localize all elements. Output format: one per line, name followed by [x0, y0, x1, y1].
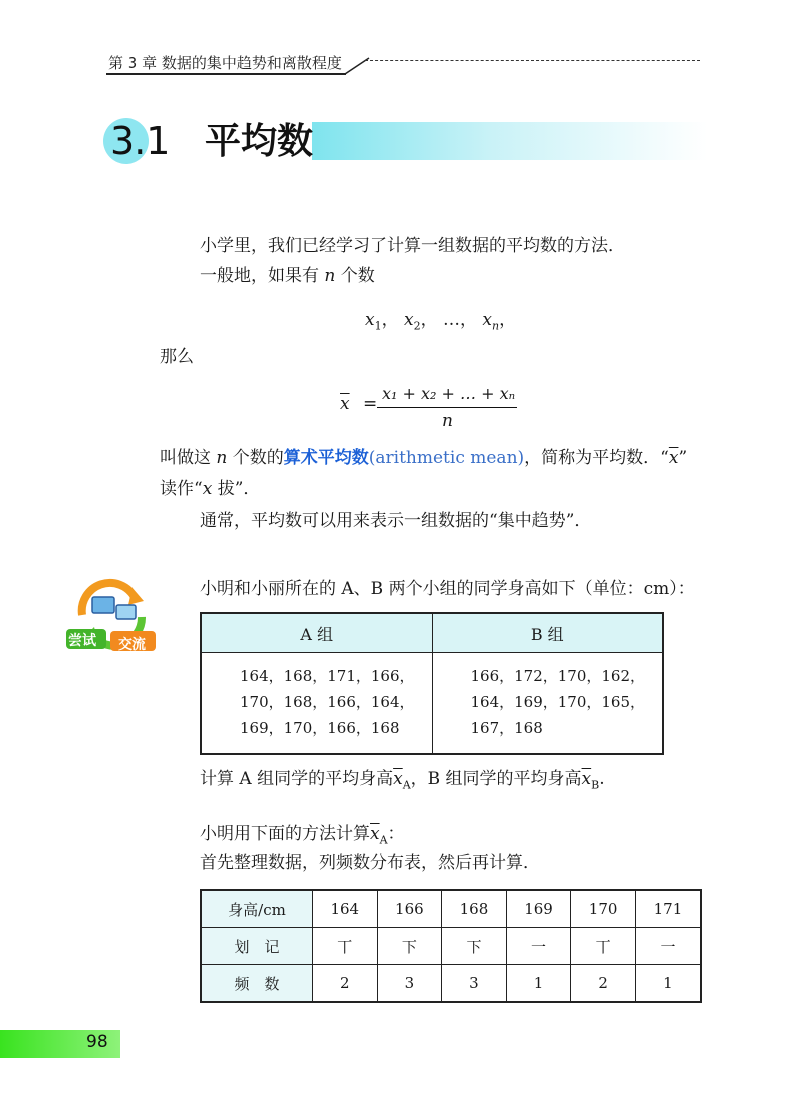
row-head-frequency: 频 数 [201, 965, 313, 1003]
height-cell: 166 [377, 890, 442, 928]
height-cell: 164 [313, 890, 378, 928]
method-intro: 小明用下面的方法计算$\overline{x}_A$： [200, 824, 405, 847]
table-row [201, 653, 663, 755]
number-sequence: $x_1$， $x_2$， …， $x_n$， [365, 310, 517, 333]
section-title-bar [312, 122, 707, 160]
height-cell: 171 [635, 890, 701, 928]
group-a-heights: 164，168，171，166， 170，168，166，164， 169，170，166，168 [201, 653, 432, 755]
table-header-a: A 组 [201, 613, 432, 653]
section-title: 平均数 [205, 121, 314, 162]
height-cell: 169 [506, 890, 571, 928]
tally-cell: 一 [635, 928, 701, 965]
row-head-height: 身高/cm [201, 890, 313, 928]
formula-denominator: n [442, 411, 453, 431]
table-header-b: B 组 [432, 613, 663, 653]
fraction-bar [377, 407, 517, 408]
section-number: 3.1 [110, 119, 171, 163]
tally-cell: 下 [442, 928, 507, 965]
badge-label-left: 尝试 [68, 633, 96, 649]
count-cell: 3 [377, 965, 442, 1003]
height-cell: 170 [571, 890, 636, 928]
tally-cell: 丅 [313, 928, 378, 965]
paragraph-if-n: 一般地，如果有 n 个数 [200, 266, 375, 286]
formula-lhs: $\overline{x}$ = [340, 394, 378, 414]
page-number: 98 [86, 1032, 108, 1052]
chapter-header: 第 3 章 数据的集中趋势和离散程度 [108, 54, 342, 72]
count-cell: 1 [506, 965, 571, 1003]
row-head-tally: 划 记 [201, 928, 313, 965]
tally-cell: 丅 [571, 928, 636, 965]
count-cell: 2 [571, 965, 636, 1003]
paragraph-then: 那么 [160, 347, 194, 367]
activity-intro: 小明和小丽所在的 A、B 两个小组的同学身高如下（单位：cm）： [200, 579, 695, 599]
tally-cell: 下 [377, 928, 442, 965]
calc-instruction: 计算 A 组同学的平均身高$\overline{x}_A$，B 组同学的平均身高$\overline{x}_B$. [200, 769, 605, 792]
group-b-heights: 166，172，170，162， 164，169，170，165， 167，168 [432, 653, 663, 755]
formula-numerator: x₁ + x₂ + … + xₙ [382, 384, 516, 403]
count-cell: 2 [313, 965, 378, 1003]
tally-cell: 一 [506, 928, 571, 965]
paragraph-central-tendency: 通常，平均数可以用来表示一组数据的“集中趋势”． [200, 511, 592, 531]
table-row-heights [201, 890, 701, 928]
height-cell: 168 [442, 890, 507, 928]
table-row-tallies [201, 928, 701, 965]
definition-line-2: 读作“x 拔”． [160, 479, 261, 499]
header-slash-decoration [343, 56, 373, 76]
term-arithmetic-mean: 算术平均数 [283, 448, 369, 468]
count-cell: 1 [635, 965, 701, 1003]
definition-line-1: 叫做这 n 个数的算术平均数(arithmetic mean)，简称为平均数．“$\overline{x}$” [160, 448, 688, 468]
header-dashed-line [365, 60, 700, 61]
frequency-table [200, 889, 702, 1003]
term-arithmetic-mean-en: (arithmetic mean) [368, 448, 525, 468]
method-steps: 首先整理数据，列频数分布表，然后再计算． [200, 853, 540, 873]
table-header-row [201, 613, 663, 653]
height-table [200, 612, 664, 755]
header-rule [106, 73, 346, 75]
badge-label-right: 交流 [118, 637, 146, 653]
paragraph-intro: 小学里，我们已经学习了计算一组数据的平均数的方法． [200, 236, 625, 256]
table-row-counts [201, 965, 701, 1003]
count-cell: 3 [442, 965, 507, 1003]
